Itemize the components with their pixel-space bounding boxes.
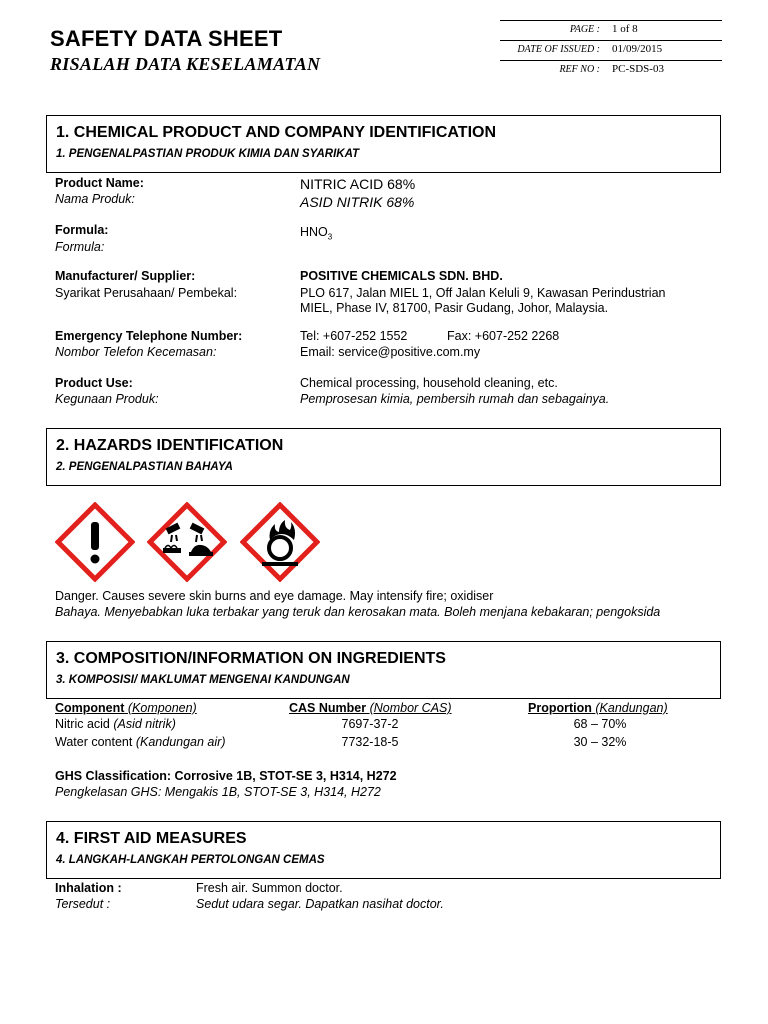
hazard-statement-ms: Bahaya. Menyebabkan luka terbakar yang teruk dan kerosakan mata. Boleh menjana kebakaran; pengoksida <box>55 605 661 619</box>
section-1-header <box>46 115 721 173</box>
ingredient-cas: 7697-37-2 <box>341 717 399 731</box>
page-row <box>500 20 722 40</box>
ingredient-name: Nitric acid (Asid nitrik) <box>55 717 176 731</box>
ingredient-name: Water content (Kandungan air) <box>55 735 226 749</box>
product-use-label: Product Use: <box>55 376 133 390</box>
manufacturer-label-ms: Syarikat Perusahaan/ Pembekal: <box>55 286 238 300</box>
column-header-component: Component (Komponen) <box>55 701 197 715</box>
emergency-label: Emergency Telephone Number: <box>55 329 243 343</box>
product-name-value-ms: ASID NITRIK 68% <box>300 194 415 210</box>
flame-over-circle-icon <box>240 502 320 582</box>
section-4-heading: 4. FIRST AID MEASURES <box>56 830 247 847</box>
column-header-cas: CAS Number (Nombor CAS) <box>289 701 452 715</box>
ref-value: PC-SDS-03 <box>612 63 664 75</box>
section-3-header <box>46 641 721 699</box>
ingredient-proportion: 30 – 32% <box>573 735 627 749</box>
product-name-value: NITRIC ACID 68% <box>300 176 416 192</box>
company-name: POSITIVE CHEMICALS SDN. BHD. <box>300 269 503 283</box>
fax: Fax: +607-252 2268 <box>447 329 560 343</box>
product-name-label-ms: Nama Produk: <box>55 192 135 206</box>
section-2-header <box>46 428 721 486</box>
ingredient-cas: 7732-18-5 <box>341 735 399 749</box>
section-2-heading: 2. HAZARDS IDENTIFICATION <box>56 437 284 454</box>
product-use-label-ms: Kegunaan Produk: <box>55 392 159 406</box>
column-header-proportion: Proportion (Kandungan) <box>528 701 668 715</box>
section-1-subheading: 1. PENGENALPASTIAN PRODUK KIMIA DAN SYARIKAT <box>56 148 360 160</box>
product-use-value-ms: Pemprosesan kimia, pembersih rumah dan sebagainya. <box>300 392 610 406</box>
exclamation-mark-icon <box>55 502 135 582</box>
ref-label: REF NO : <box>559 64 600 75</box>
manufacturer-label: Manufacturer/ Supplier: <box>55 269 196 283</box>
date-row <box>500 40 722 60</box>
date-value: 01/09/2015 <box>612 43 663 55</box>
inhalation-label-ms: Tersedut : <box>55 897 111 911</box>
section-1-heading: 1. CHEMICAL PRODUCT AND COMPANY IDENTIFICATION <box>56 124 497 141</box>
ref-row <box>500 60 722 80</box>
hazard-statement: Danger. Causes severe skin burns and eye damage. May intensify fire; oxidiser <box>55 589 494 603</box>
formula-value: $HNO_3$ <box>300 225 333 242</box>
section-3-heading: 3. COMPOSITION/INFORMATION ON INGREDIENTS <box>56 650 446 667</box>
inhalation-value: Fresh air. Summon doctor. <box>196 881 343 895</box>
telephone: Tel: +607-252 1552 <box>300 329 408 343</box>
inhalation-value-ms: Sedut udara segar. Dapatkan nasihat doctor. <box>196 897 444 911</box>
inhalation-label: Inhalation : <box>55 881 122 895</box>
document-subtitle: RISALAH DATA KESELAMATAN <box>50 54 321 74</box>
product-use-value: Chemical processing, household cleaning, etc. <box>300 376 558 390</box>
page-label: PAGE : <box>569 24 600 35</box>
product-name-label: Product Name: <box>55 176 144 190</box>
document-meta-table <box>500 20 722 80</box>
page-value: 1 of 8 <box>612 23 638 35</box>
section-4-subheading: 4. LANGKAH-LANGKAH PERTOLONGAN CEMAS <box>56 854 325 866</box>
address-line-2: MIEL, Phase IV, 81700, Pasir Gudang, Johor, Malaysia. <box>300 301 609 315</box>
section-2-subheading: 2. PENGENALPASTIAN BAHAYA <box>56 461 233 473</box>
ghs-classification-ms: Pengkelasan GHS: Mengakis 1B, STOT-SE 3, H314, H272 <box>55 785 381 799</box>
ghs-classification: GHS Classification: Corrosive 1B, STOT-SE 3, H314, H272 <box>55 769 397 783</box>
ingredient-proportion: 68 – 70% <box>573 717 627 731</box>
corrosion-icon <box>147 502 227 582</box>
section-4-header <box>46 821 721 879</box>
formula-label-ms: Formula: <box>55 240 105 254</box>
emergency-label-ms: Nombor Telefon Kecemasan: <box>55 345 217 359</box>
document-title: SAFETY DATA SHEET <box>50 26 283 51</box>
section-3-subheading: 3. KOMPOSISI/ MAKLUMAT MENGENAI KANDUNGAN <box>56 674 350 686</box>
email: Email: service@positive.com.my <box>300 345 481 359</box>
formula-label: Formula: <box>55 223 109 237</box>
address-line-1: PLO 617, Jalan MIEL 1, Off Jalan Keluli 9, Kawasan Perindustrian <box>300 286 666 300</box>
date-label: DATE OF ISSUED : <box>517 44 600 55</box>
